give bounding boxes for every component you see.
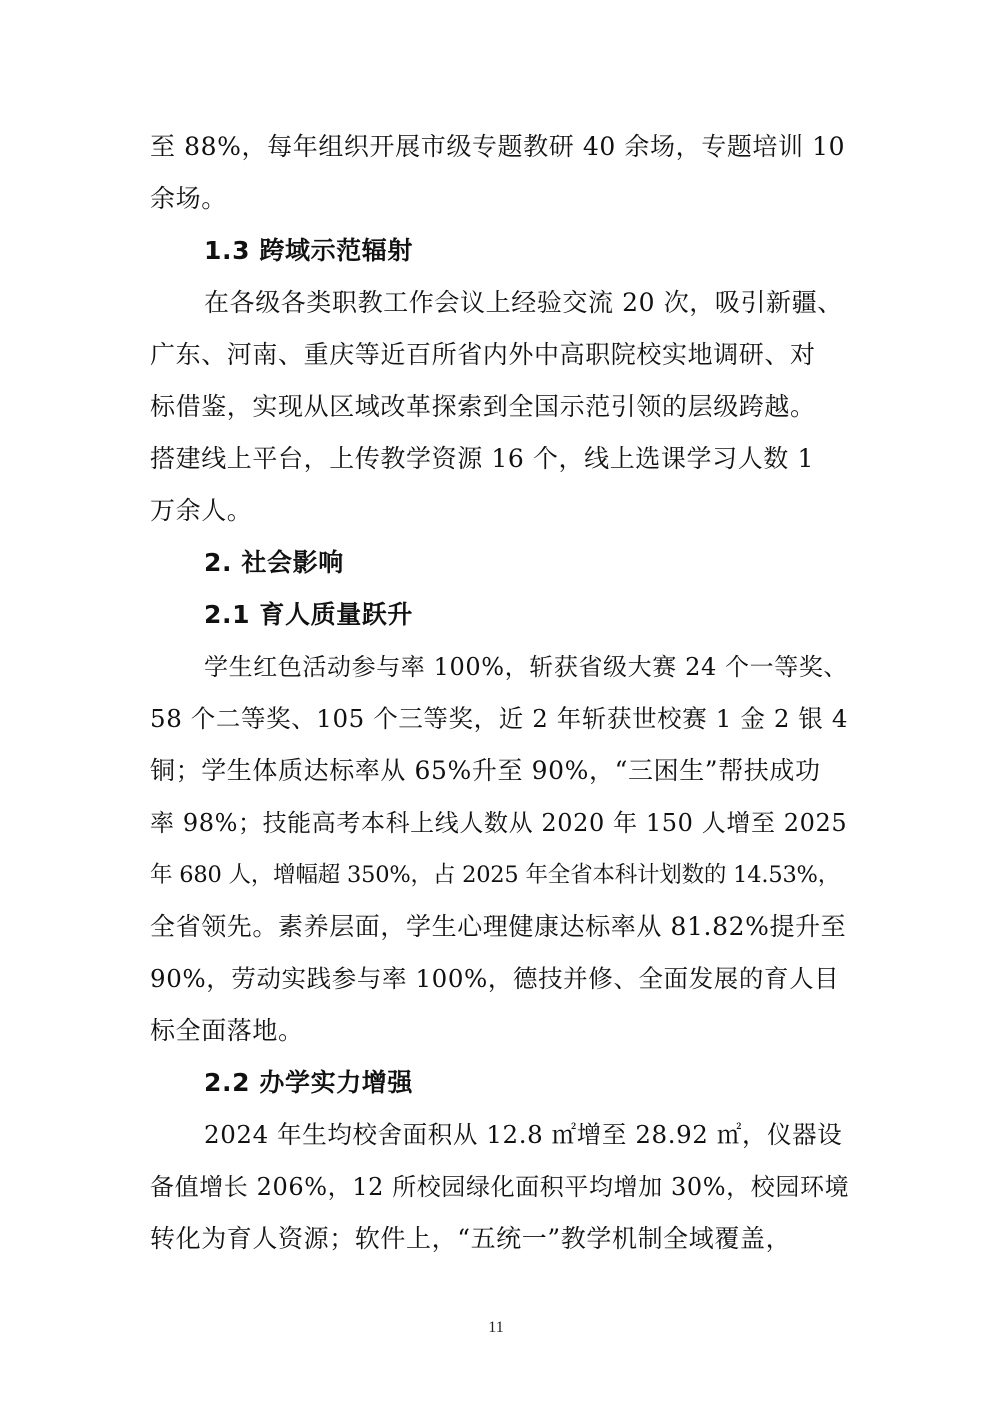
body-text-line: 90%，劳动实践参与率 100%，德技并修、全面发展的育人目: [150, 964, 840, 993]
section-heading-1-3: 1.3 跨域示范辐射: [204, 236, 413, 265]
section-heading-2: 2. 社会影响: [204, 548, 344, 577]
body-text-line: 广东、河南、重庆等近百所省内外中高职院校实地调研、对: [150, 340, 816, 369]
body-text-line: 搭建线上平台，上传教学资源 16 个，线上选课学习人数 1: [150, 444, 814, 473]
body-text-line: 至 88%，每年组织开展市级专题教研 40 余场，专题培训 10: [150, 132, 846, 161]
body-text-line: 铜；学生体质达标率从 65%升至 90%，“三困生”帮扶成功: [150, 756, 821, 785]
body-text-line: 标借鉴，实现从区域改革探索到全国示范引领的层级跨越。: [150, 392, 816, 421]
body-text-line: 率 98%；技能高考本科上线人数从 2020 年 150 人增至 2025: [150, 809, 848, 837]
section-heading-2-2: 2.2 办学实力增强: [204, 1068, 413, 1097]
section-heading-2-1: 2.1 育人质量跃升: [204, 600, 413, 629]
body-text-line: 万余人。: [150, 496, 253, 525]
body-text-line: 学生红色活动参与率 100%，斩获省级大赛 24 个一等奖、: [204, 653, 849, 681]
body-text-line: 58 个二等奖、105 个三等奖，近 2 年斩获世校赛 1 金 2 银 4: [150, 704, 849, 733]
body-text-line: 在各级各类职教工作会议上经验交流 20 次，吸引新疆、: [204, 288, 843, 317]
body-text-line: 全省领先。素养层面，学生心理健康达标率从 81.82%提升至: [150, 912, 847, 941]
body-text-line: 标全面落地。: [150, 1016, 304, 1045]
body-text-line: 备值增长 206%，12 所校园绿化面积平均增加 30%，校园环境: [150, 1173, 850, 1201]
body-text-line: 转化为育人资源；软件上，“五统一”教学机制全域覆盖，: [150, 1224, 792, 1253]
page-number: 11: [488, 1319, 504, 1336]
body-text-line: 2024 年生均校舍面积从 12.8 ㎡增至 28.92 ㎡，仪器设: [204, 1120, 843, 1149]
body-text-line: 余场。: [150, 184, 227, 213]
body-text-line: 年 680 人，增幅超 350%，占 2025 年全省本科计划数的 14.53%，: [150, 862, 841, 888]
